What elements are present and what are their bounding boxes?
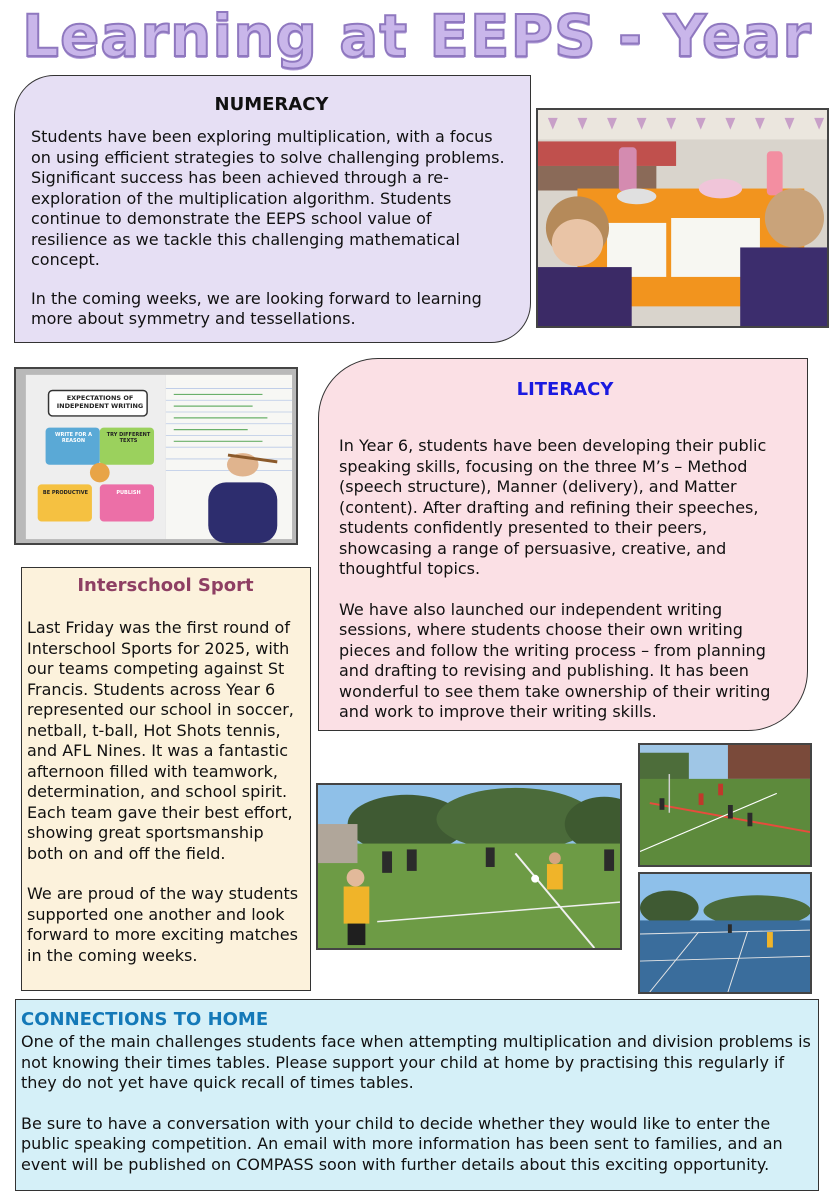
tennis-photo-image (640, 874, 810, 992)
sport-section (21, 567, 311, 991)
poster-card-4: PUBLISH (116, 490, 141, 496)
numeracy-paragraph-2: In the coming weeks, we are looking forward to learning more about symmetry and tessellations. (31, 288, 482, 328)
sport-paragraph-2: We are proud of the way students supported one another and look forward to more exciting matches in the coming weeks. (27, 884, 299, 965)
connections-section (15, 999, 819, 1191)
connections-heading: CONNECTIONS TO HOME (21, 1009, 269, 1030)
literacy-heading: LITERACY (516, 379, 614, 400)
literacy-paragraph-2: We have also launched our independent writing sessions, where students choose their own writing pieces and follow the writing process – from planning and drafting to revising and publishing. It has been wonderful to see them take ownership of their writing and work to improve their writing skills. (339, 599, 771, 721)
writing-poster-photo (14, 367, 298, 545)
literacy-section (318, 358, 808, 731)
poster-card-2: TRY DIFFERENT TEXTS (106, 432, 151, 444)
poster-card-1: WRITE FOR A REASON (55, 432, 92, 444)
sport-heading: Interschool Sport (77, 575, 254, 596)
tennis-photo (638, 872, 812, 994)
soccer-photo-image (318, 785, 620, 948)
netball-photo (638, 743, 812, 867)
netball-photo-image (640, 745, 810, 865)
poster-title: EXPECTATIONS OF INDEPENDENT WRITING (56, 394, 144, 410)
literacy-paragraph-1: In Year 6, students have been developing their public speaking skills, focusing on the three M’s – Method (speech structure), Manner (delivery), and Matter (content). After drafting and refining their speeches, students confidently presented to their peers, showcasing a range of persuasive, creative, and thoughtful topics. (339, 436, 767, 578)
page-title: Learning at EEPS - Year (22, 2, 812, 70)
connections-paragraph-1: One of the main challenges students face when attempting multiplication and division problems is not knowing their times tables. Please support your child at home by practising this regularly if they do not yet have quick recall of times tables. (21, 1032, 811, 1092)
connections-paragraph-2: Be sure to have a conversation with your child to decide whether they would like to enter the public speaking competition. An email with more information has been sent to families, and an event will be published on COMPASS soon with further details about this exciting opportunity. (21, 1113, 783, 1174)
soccer-photo (316, 783, 622, 950)
sport-paragraph-1: Last Friday was the first round of Interschool Sports for 2025, with our teams competing against St Francis. Students across Year 6 represented our school in soccer, netball, t-ball, Hot Shots tennis, and AFL Nines. It was a fantastic afternoon filled with teamwork, determination, and school spirit. Each team gave their best effort, showing great sportsmanship both on and off the field. (27, 618, 294, 863)
poster-card-3: BE PRODUCTIVE (42, 490, 89, 496)
numeracy-section (14, 75, 531, 343)
numeracy-photo-image (538, 110, 827, 326)
numeracy-photo (536, 108, 829, 328)
numeracy-paragraph-1: Students have been exploring multiplication, with a focus on using efficient strategies to solve challenging problems. Significant success has been achieved through a re-exploration of the multiplication algorithm. Students continue to demonstrate the EEPS school value of resilience as we tackle this challenging mathematical concept. (31, 127, 505, 269)
numeracy-heading: NUMERACY (214, 94, 329, 115)
